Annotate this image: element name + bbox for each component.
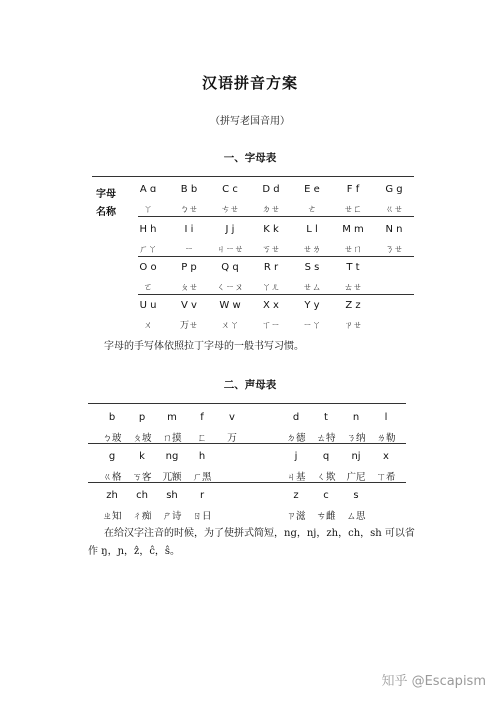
initial-example: ㄍ格 xyxy=(102,472,122,483)
alphabet-letter-name: ㄊㄝ xyxy=(343,283,362,293)
alphabet-letter: H h xyxy=(139,224,157,235)
alphabet-letter-name: ㄗㄝ xyxy=(343,321,362,331)
alphabet-letter-name: ㄝㄙ xyxy=(302,283,321,293)
initial-pinyin: s xyxy=(353,490,359,501)
alphabet-letter-name: ㄆㄝ xyxy=(179,283,198,293)
section-heading-initials: 二、声母表 xyxy=(223,379,277,391)
initial-pinyin: h xyxy=(198,451,206,462)
initial-pinyin: f xyxy=(200,412,204,423)
alphabet-letter-name: ㄒㄧ xyxy=(261,321,280,331)
alphabet-letter-name: ㄜ xyxy=(307,205,317,215)
initial-pinyin: v xyxy=(229,412,235,423)
initial-example: ㄊ特 xyxy=(316,433,336,444)
initial-pinyin: x xyxy=(383,451,389,462)
alphabet-letter: D d xyxy=(262,184,280,195)
initial-pinyin: n xyxy=(352,412,360,423)
alphabet-letter-name: ㄛ xyxy=(143,283,153,293)
alphabet-letter-name: ㄍㄝ xyxy=(384,205,403,215)
alphabet-letter-name: ㄘㄝ xyxy=(220,205,239,215)
alphabet-letter: W w xyxy=(219,300,241,311)
row-label-letter: 字母 xyxy=(96,189,116,200)
initial-pinyin: ch xyxy=(136,490,148,501)
initial-pinyin: d xyxy=(292,412,300,423)
table-top-rule xyxy=(92,176,414,177)
table-rule-2 xyxy=(138,256,414,257)
alphabet-letter-name: ㄉㄝ xyxy=(261,205,280,215)
alphabet-letter: X x xyxy=(263,300,279,311)
initial-example: ㄔ痴 xyxy=(132,511,152,522)
initial-example: ㄌ勒 xyxy=(376,433,396,444)
alphabet-letter: O o xyxy=(139,262,157,273)
initial-example: ㄑ欺 xyxy=(316,472,336,483)
alphabet-letter-name: ㄅㄝ xyxy=(179,205,198,215)
initial-pinyin: g xyxy=(108,451,116,462)
alphabet-letter: U u xyxy=(139,300,157,311)
document-subtitle: （拼写老国音用） xyxy=(210,116,290,127)
initial-example: ㄋ纳 xyxy=(346,433,366,444)
initial-example: ㄎ客 xyxy=(132,472,152,483)
alphabet-letter-name: ㄐㄧㄝ xyxy=(216,245,244,255)
initial-pinyin: p xyxy=(138,412,146,423)
initial-pinyin: nj xyxy=(351,451,361,462)
alphabet-letter: Q q xyxy=(221,262,239,273)
alphabet-letter: M m xyxy=(342,224,364,235)
document-title: 汉语拼音方案 xyxy=(201,74,298,92)
alphabet-letter: B b xyxy=(180,184,198,195)
alphabet-letter: J j xyxy=(225,224,235,235)
initial-example: ㄖ日 xyxy=(192,511,212,522)
watermark: 知乎 @Escapism xyxy=(381,674,486,689)
initial-pinyin: r xyxy=(199,490,205,501)
alphabet-letter: E e xyxy=(304,184,320,195)
alphabet-letter-name: ㄝㄈ xyxy=(343,205,362,215)
initial-example: ㄗ滋 xyxy=(286,511,306,522)
alphabet-letter-name: ㄎㄝ xyxy=(261,245,280,255)
alphabet-letter-name: ㄏㄚ xyxy=(138,245,157,255)
alphabet-letter-name: ㄪㄝ xyxy=(179,321,198,331)
alphabet-letter-name: ㄧ xyxy=(184,245,194,255)
alphabet-letter: K k xyxy=(263,224,279,235)
alphabet-letter: V v xyxy=(181,300,197,311)
alphabet-note: 字母的手写体依照拉丁字母的一般书写习惯。 xyxy=(104,341,304,352)
table-rule-3 xyxy=(138,294,414,295)
alphabet-letter: Y y xyxy=(304,300,320,311)
initial-pinyin: zh xyxy=(106,490,118,501)
initial-example: ㄆ坡 xyxy=(132,433,152,444)
alphabet-letter-name: ㄚ xyxy=(143,205,153,215)
alphabet-letter-name: ㄑㄧㄡ xyxy=(216,283,244,293)
initial-example: ㄪ xyxy=(227,433,237,444)
initial-example: ㄐ基 xyxy=(286,472,306,483)
alphabet-letter: N n xyxy=(385,224,403,235)
initial-pinyin: ng xyxy=(165,451,179,462)
initial-example: ㄒ希 xyxy=(376,472,396,483)
alphabet-letter: G g xyxy=(385,184,403,195)
initial-example: ㄕ诗 xyxy=(162,511,182,522)
initial-example: ㄬ尼 xyxy=(346,472,366,483)
alphabet-letter: A ɑ xyxy=(139,184,157,195)
table-rule-1 xyxy=(138,216,414,217)
initial-pinyin: l xyxy=(384,412,388,423)
initials-note-line2: 作 ŋ，ɲ，ẑ，ĉ，ŝ。 xyxy=(88,546,181,557)
initial-example: ㄫ额 xyxy=(162,472,182,483)
alphabet-letter: R r xyxy=(263,262,279,273)
initial-pinyin: c xyxy=(323,490,329,501)
initials-note-line1: 在给汉字注音的时候，为了使拼式简短，ng，nj，zh，ch，sh 可以省 xyxy=(104,528,415,539)
initial-example: ㄅ玻 xyxy=(102,433,122,444)
initial-example: ㄉ德 xyxy=(286,433,306,444)
initial-pinyin: b xyxy=(108,412,116,423)
initial-pinyin: j xyxy=(294,451,298,462)
section-heading-alphabet: 一、字母表 xyxy=(223,152,277,164)
initial-pinyin: k xyxy=(139,451,145,462)
alphabet-letter: I i xyxy=(184,224,194,235)
initials-top-rule xyxy=(88,403,406,404)
initial-pinyin: z xyxy=(293,490,299,501)
alphabet-letter: C c xyxy=(222,184,238,195)
alphabet-letter: T t xyxy=(346,262,360,273)
initial-pinyin: t xyxy=(324,412,328,423)
initial-example: ㄈ xyxy=(197,433,207,444)
initial-example: ㄏ黑 xyxy=(192,472,212,483)
initial-pinyin: m xyxy=(167,412,177,423)
alphabet-letter: F f xyxy=(346,184,360,195)
alphabet-letter-name: ㄝㄌ xyxy=(302,245,321,255)
alphabet-letter-name: ㄧㄚ xyxy=(302,321,321,331)
row-label-name: 名称 xyxy=(96,207,116,218)
initial-example: ㄘ雌 xyxy=(316,511,336,522)
alphabet-letter: L l xyxy=(306,224,318,235)
alphabet-letter-name: ㄨ xyxy=(143,321,153,331)
alphabet-letter: S s xyxy=(304,262,320,273)
initial-pinyin: sh xyxy=(166,490,178,501)
alphabet-letter-name: ㄚㄦ xyxy=(261,283,280,293)
initial-example: ㄙ思 xyxy=(346,511,366,522)
initial-example: ㄇ摸 xyxy=(162,433,182,444)
alphabet-letter-name: ㄋㄝ xyxy=(384,245,403,255)
alphabet-letter-name: ㄝㄇ xyxy=(343,245,362,255)
alphabet-letter: P p xyxy=(181,262,197,273)
alphabet-letter: Z z xyxy=(345,300,361,311)
initial-pinyin: q xyxy=(322,451,330,462)
initial-example: ㄓ知 xyxy=(102,511,122,522)
alphabet-letter-name: ㄨㄚ xyxy=(220,321,239,331)
